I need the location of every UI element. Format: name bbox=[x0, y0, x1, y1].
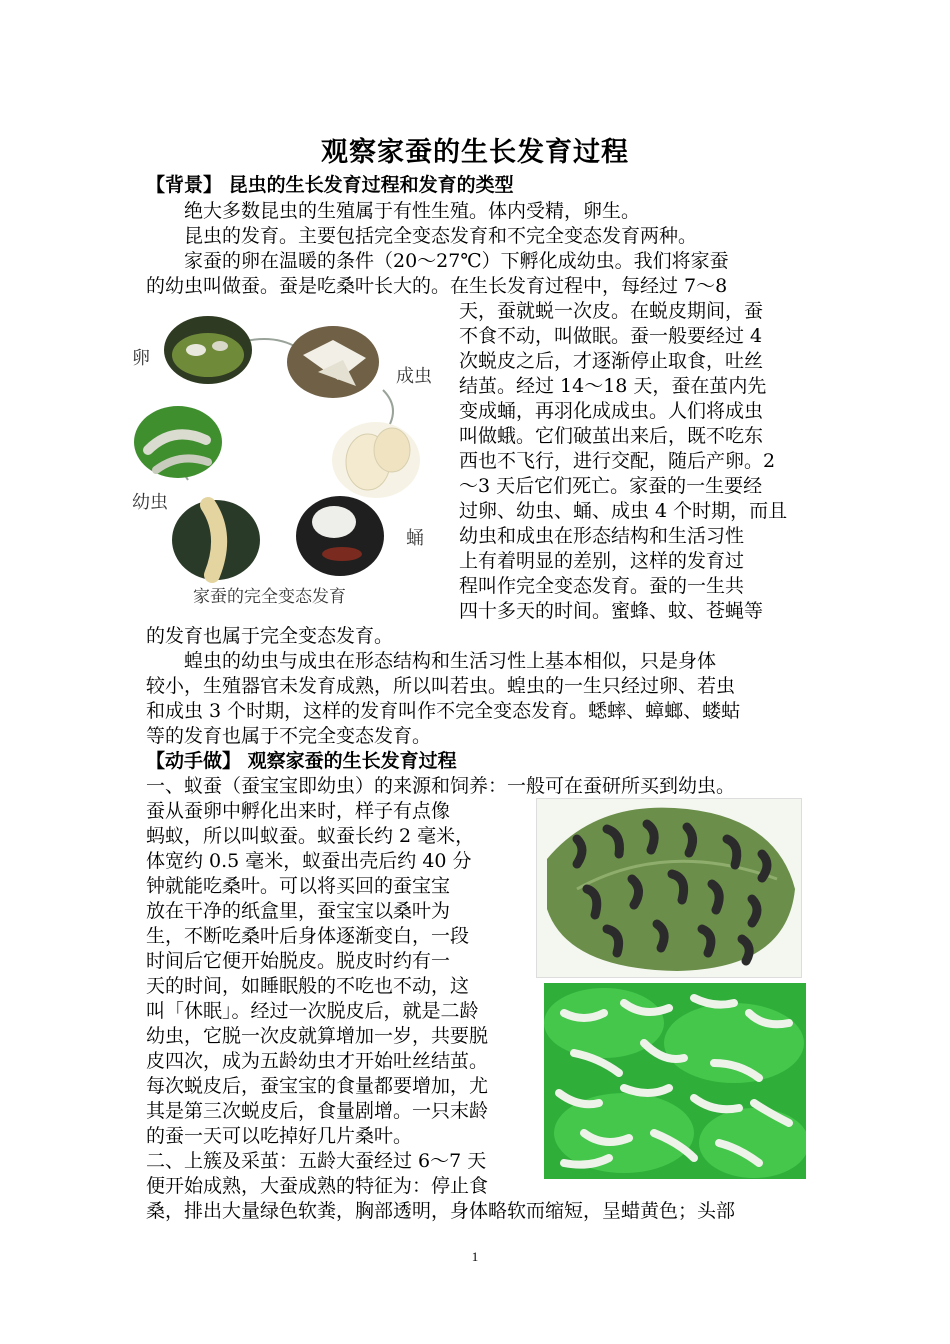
paragraph-line: 天的时间，如睡眠般的不吃也不动，这 bbox=[146, 975, 470, 997]
paragraph-line: 西也不飞行，进行交配，随后产卵。2 bbox=[459, 450, 776, 472]
paragraph-line: 一、蚁蚕（蚕宝宝即幼虫）的来源和饲养：一般可在蚕研所买到幼虫。 bbox=[146, 775, 736, 797]
paragraph-line: ～3 天后它们死亡。家蚕的一生要经 bbox=[459, 475, 763, 497]
paragraph-line: 变成蛹，再羽化成成虫。人们将成虫 bbox=[459, 400, 764, 422]
pupa-photo bbox=[296, 496, 384, 576]
adult-moth-photo bbox=[287, 326, 379, 398]
silkworm-on-leaf-photo bbox=[536, 798, 802, 978]
paragraph-line: 过卵、幼虫、蛹、成虫 4 个时期，而且 bbox=[459, 500, 788, 522]
paragraph-line: 蚕从蚕卵中孵化出来时，样子有点像 bbox=[146, 800, 451, 822]
paragraph-line: 生，不断吃桑叶后身体逐渐变白，一段 bbox=[146, 925, 470, 947]
cocoon-photo bbox=[332, 422, 420, 498]
paragraph-line: 叫「休眠」。经过一次脱皮后，就是二龄 bbox=[146, 1000, 479, 1022]
label-pupa: 蛹 bbox=[406, 528, 424, 549]
label-egg: 卵 bbox=[132, 348, 150, 369]
paragraph-line: 较小，生殖器官未发育成熟，所以叫若虫。蝗虫的一生只经过卵、若虫 bbox=[146, 675, 736, 697]
paragraph-line: 时间后它便开始脱皮。脱皮时约有一 bbox=[146, 950, 451, 972]
silkworm-mulberry-photo bbox=[544, 983, 806, 1179]
paragraph-line: 的发育也属于完全变态发育。 bbox=[146, 625, 394, 647]
egg-photo bbox=[164, 316, 252, 384]
paragraph-line: 叫做蛾。它们破茧出来后，既不吃东 bbox=[459, 425, 764, 447]
paragraph-line: 等的发育也属于不完全变态发育。 bbox=[146, 725, 432, 747]
larva-photo bbox=[134, 406, 222, 478]
paragraph-line: 蝗虫的幼虫与成虫在形态结构和生活习性上基本相似，只是身体 bbox=[146, 650, 717, 672]
paragraph-line: 幼虫和成虫在形态结构和生活习性 bbox=[459, 525, 745, 547]
paragraph-line: 昆虫的发育。主要包括完全变态发育和不完全变态发育两种。 bbox=[146, 225, 698, 247]
section-heading-background: 【背景】 昆虫的生长发育过程和发育的类型 bbox=[146, 174, 514, 196]
section-heading-handson: 【动手做】 观察家蚕的生长发育过程 bbox=[146, 750, 457, 772]
paragraph-line: 皮四次，成为五龄幼虫才开始吐丝结茧。 bbox=[146, 1050, 489, 1072]
paragraph-line: 程叫作完全变态发育。蚕的一生共 bbox=[459, 575, 745, 597]
paragraph-line: 每次蜕皮后，蚕宝宝的食量都要增加，尤 bbox=[146, 1075, 489, 1097]
paragraph-line: 的蚕一天可以吃掉好几片桑叶。 bbox=[146, 1125, 413, 1147]
paragraph-line: 四十多天的时间。蜜蜂、蚊、苍蝇等 bbox=[459, 600, 764, 622]
paragraph-line: 家蚕的卵在温暖的条件（20～27℃）下孵化成幼虫。我们将家蚕 bbox=[146, 250, 729, 272]
larva-closeup-photo bbox=[172, 500, 260, 580]
paragraph-line: 其是第三次蜕皮后，食量剧增。一只末龄 bbox=[146, 1100, 489, 1122]
paragraph-line: 蚂蚁，所以叫蚁蚕。蚁蚕长约 2 毫米， bbox=[146, 825, 475, 847]
paragraph-line: 便开始成熟，大蚕成熟的特征为：停止食 bbox=[146, 1175, 489, 1197]
page-number: 1 bbox=[471, 1249, 479, 1264]
paragraph-line: 二、上簇及采茧：五龄大蚕经过 6～7 天 bbox=[146, 1150, 487, 1172]
lifecycle-diagram bbox=[128, 300, 450, 585]
paragraph-line: 幼虫，它脱一次皮就算增加一岁，共要脱 bbox=[146, 1025, 489, 1047]
figure-caption: 家蚕的完全变态发育 bbox=[193, 587, 346, 607]
paragraph-line: 不食不动，叫做眠。蚕一般要经过 4 bbox=[459, 325, 763, 347]
label-adult: 成虫 bbox=[396, 366, 432, 387]
paragraph-line: 结茧。经过 14～18 天，蚕在茧内先 bbox=[459, 375, 767, 397]
paragraph-line: 的幼虫叫做蚕。蚕是吃桑叶长大的。在生长发育过程中，每经过 7～8 bbox=[146, 275, 728, 297]
paragraph-line: 和成虫 3 个时期，这样的发育叫作不完全变态发育。蟋蟀、蟑螂、蝼蛄 bbox=[146, 700, 741, 722]
paragraph-line: 天，蚕就蜕一次皮。在蜕皮期间，蚕 bbox=[459, 300, 764, 322]
paragraph-line: 钟就能吃桑叶。可以将买回的蚕宝宝 bbox=[146, 875, 451, 897]
lifecycle-figure bbox=[128, 300, 450, 610]
paragraph-line: 桑，排出大量绿色软粪，胸部透明，身体略软而缩短，呈蜡黄色；头部 bbox=[146, 1200, 736, 1222]
paragraph-line: 体宽约 0.5 毫米，蚁蚕出壳后约 40 分 bbox=[146, 850, 472, 872]
paragraph-line: 绝大多数昆虫的生殖属于有性生殖。体内受精，卵生。 bbox=[146, 200, 641, 222]
paragraph-line: 放在干净的纸盒里，蚕宝宝以桑叶为 bbox=[146, 900, 451, 922]
label-larva: 幼虫 bbox=[132, 492, 168, 513]
page-title: 观察家蚕的生长发育过程 bbox=[321, 137, 629, 168]
paragraph-line: 上有着明显的差别，这样的发育过 bbox=[459, 550, 745, 572]
paragraph-line: 次蜕皮之后，才逐渐停止取食，吐丝 bbox=[459, 350, 764, 372]
